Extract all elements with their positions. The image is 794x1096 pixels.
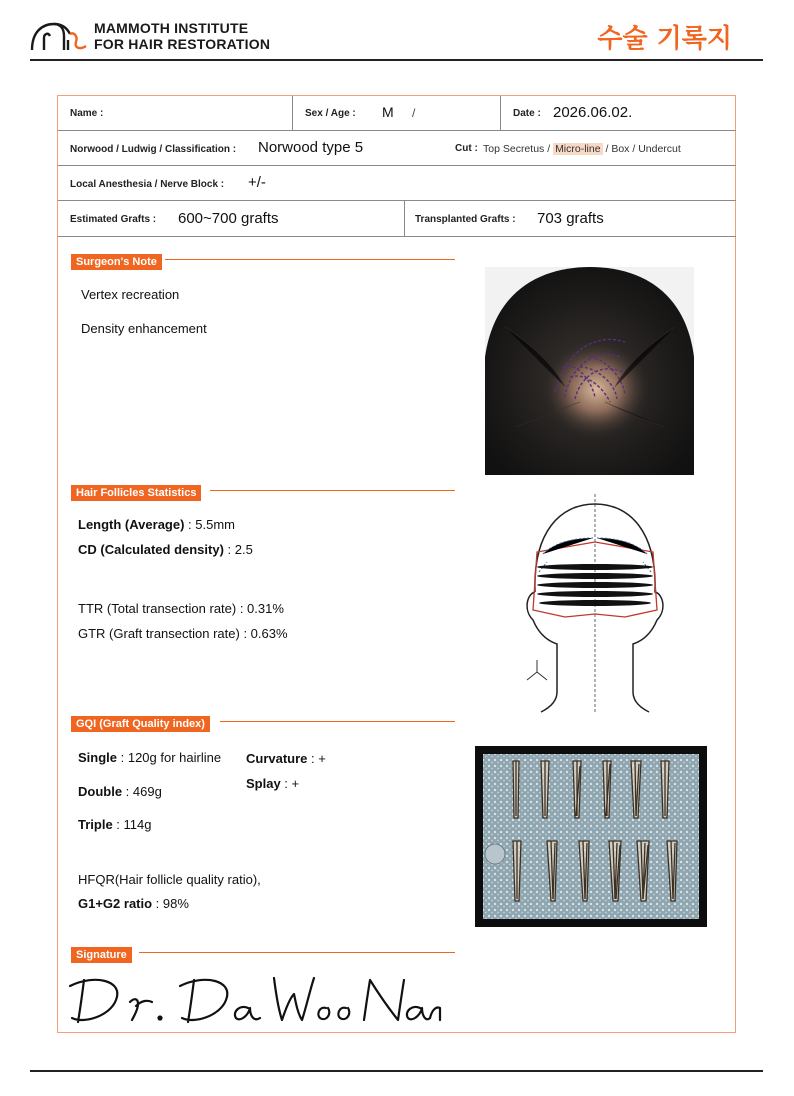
stat-length	[78, 517, 235, 532]
anesthesia-value: +/-	[248, 174, 266, 191]
gqi-curvature-label: Curvature	[246, 751, 308, 766]
gqi-single	[78, 750, 221, 765]
stat-length-label: Length (Average)	[78, 517, 185, 532]
gqi-double-value: : 469g	[122, 784, 162, 799]
gqi-curvature-value: : +	[307, 751, 326, 766]
info-row-anesthesia	[58, 166, 736, 201]
anesthesia-label: Local Anesthesia / Nerve Block :	[70, 179, 225, 190]
transplanted-grafts-value: 703 grafts	[537, 210, 604, 227]
gqi-triple-value: : 114g	[112, 817, 152, 832]
signature-heading	[71, 945, 132, 963]
stat-ttr-label: TTR (Total transection rate)	[78, 601, 237, 616]
scalp-vertex-photo	[485, 267, 694, 475]
document-title: 수술 기록지	[597, 24, 732, 54]
cut-option-micro-line[interactable]: Micro-line	[555, 143, 601, 155]
gqi-single-label: Single	[78, 750, 118, 765]
transplanted-grafts-label: Transplanted Grafts :	[415, 214, 516, 225]
gqi-double-label: Double	[78, 784, 123, 799]
gqi-triple	[78, 817, 151, 832]
stat-length-value: : 5.5mm	[184, 517, 235, 532]
stat-cd	[78, 542, 253, 557]
cut-options: Top Secretus / Micro-line / Box / Undercut	[483, 143, 681, 155]
gqi-double	[78, 784, 162, 799]
organization-name-line1: MAMMOTH INSTITUTE	[94, 20, 249, 36]
header-divider	[30, 59, 763, 61]
sex-age-label: Sex / Age :	[305, 108, 356, 119]
classification-value: Norwood type 5	[258, 139, 364, 156]
stat-ttr	[78, 601, 284, 616]
info-row-classification	[58, 131, 736, 166]
gqi-splay-label: Splay	[246, 776, 281, 791]
gqi-g1g2-value: : 98%	[152, 896, 189, 911]
handwritten-signature	[64, 968, 444, 1028]
cut-label: Cut :	[455, 143, 478, 154]
stat-cd-value: : 2.5	[223, 542, 253, 557]
gqi-g1g2	[78, 896, 189, 911]
stat-gtr-value: : 0.63%	[239, 626, 288, 641]
stat-gtr	[78, 626, 288, 641]
stats-heading	[71, 483, 201, 501]
signature-badge: Signature	[71, 947, 132, 963]
cut-option-box[interactable]: Box	[611, 143, 630, 155]
gqi-badge: GQI (Graft Quality index)	[71, 716, 210, 732]
surgeon-note-heading	[71, 252, 162, 270]
mammoth-logo-icon	[30, 18, 88, 52]
stat-gtr-label: GTR (Graft transection rate)	[78, 626, 240, 641]
surgeon-note-line-2: Density enhancement	[81, 321, 207, 336]
gqi-splay	[246, 776, 299, 791]
surgeon-note-badge: Surgeon's Note	[71, 254, 162, 270]
gqi-heading	[71, 714, 210, 732]
head-donor-area-diagram	[515, 492, 675, 714]
estimated-grafts-label: Estimated Grafts :	[70, 214, 157, 225]
classification-label: Norwood / Ludwig / Classification :	[70, 144, 237, 155]
date-value: 2026.06.02.	[553, 104, 633, 121]
cut-option-undercut[interactable]: Undercut	[638, 143, 681, 155]
gqi-triple-label: Triple	[78, 817, 113, 832]
info-row-name	[58, 96, 736, 131]
cut-option-top-secretus[interactable]: Top Secretus	[483, 143, 545, 155]
organization-name	[94, 20, 270, 52]
gqi-single-value: : 120g for hairline	[117, 750, 222, 765]
stat-cd-label: CD (Calculated density)	[78, 542, 224, 557]
footer-divider	[30, 1070, 763, 1072]
graft-microscope-photo	[475, 746, 707, 927]
date-label: Date :	[513, 108, 541, 119]
estimated-grafts-value: 600~700 grafts	[178, 210, 279, 227]
stats-badge: Hair Follicles Statistics	[71, 485, 201, 501]
info-row-grafts	[58, 201, 736, 237]
name-label: Name :	[70, 108, 104, 119]
gqi-splay-value: : +	[280, 776, 300, 791]
gqi-hfqr: HFQR(Hair follicle quality ratio),	[78, 872, 261, 887]
sex-value: M	[382, 104, 394, 120]
organization-name-line2: FOR HAIR RESTORATION	[94, 36, 271, 52]
gqi-g1g2-label: G1+G2 ratio	[78, 896, 153, 911]
gqi-curvature	[246, 751, 326, 766]
surgeon-note-line-1: Vertex recreation	[81, 287, 180, 302]
stat-ttr-value: : 0.31%	[236, 601, 284, 616]
sex-age-separator: /	[412, 106, 416, 120]
